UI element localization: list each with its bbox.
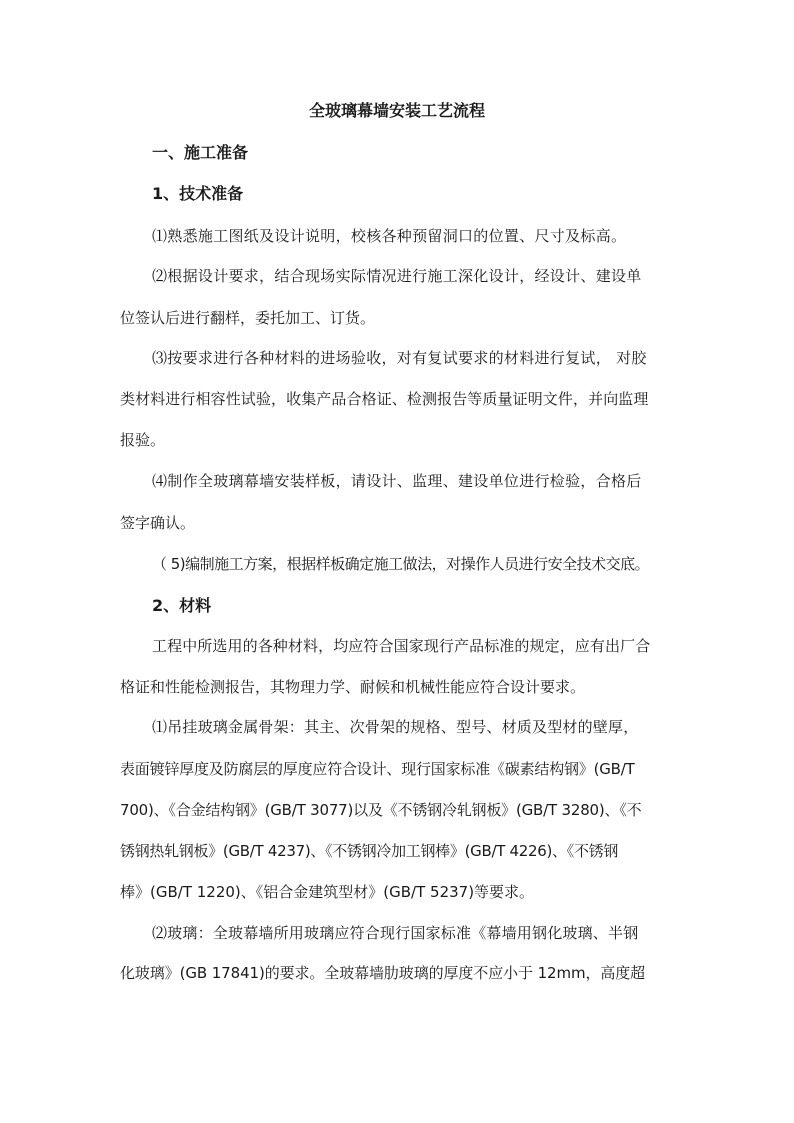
paragraph-line: ⑴熟悉施工图纸及设计说明，校核各种预留洞口的位置、尺寸及标高。 (152, 227, 627, 245)
paragraph-line: 工程中所选用的各种材料，均应符合国家现行产品标准的规定，应有出厂合 (152, 637, 651, 655)
subheading-technical-preparation: 1、技术准备 (152, 184, 244, 203)
paragraph-line: ⑴吊挂玻璃金属骨架：其主、次骨架的规格、型号、材质及型材的壁厚， (152, 718, 639, 736)
subheading-materials: 2、材料 (152, 596, 212, 615)
paragraph-line: 锈钢热轧钢板》(GB/T 4237)、《不锈钢冷加工钢棒》(GB/T 4226)、《不锈钢 (120, 842, 619, 860)
paragraph-line: （ 5)编制施工方案，根据样板确定施工做法，对操作人员进行安全技术交底。 (152, 555, 650, 573)
paragraph-line: 报验。 (120, 431, 166, 449)
paragraph-line: 格证和性能检测报告，其物理力学、耐候和机械性能应符合设计要求。 (120, 678, 586, 696)
section-heading-preparation: 一、施工准备 (152, 143, 249, 162)
paragraph-line: ⑵玻璃：全玻幕墙所用玻璃应符合现行国家标准《幕墙用钢化玻璃、半钢 (152, 924, 639, 942)
paragraph-line: ⑷制作全玻璃幕墙安装样板，请设计、监理、建设单位进行检验，合格后 (152, 472, 642, 490)
paragraph-line: 化玻璃》(GB 17841)的要求。全玻幕墙肋玻璃的厚度不应小于 12mm，高度超 (120, 964, 646, 982)
paragraph-line: 签字确认。 (120, 514, 196, 532)
paragraph-line: 位签认后进行翻样，委托加工、订货。 (120, 309, 376, 327)
document-title: 全玻璃幕墙安装工艺流程 (308, 101, 485, 120)
paragraph-line: 类材料进行相容性试验，收集产品合格证、检测报告等质量证明文件，并向监理 (120, 390, 649, 408)
paragraph-line: ⑶按要求进行各种材料的进场验收，对有复试要求的材料进行复试， 对胶 (152, 349, 647, 367)
paragraph-line: 700)、《合金结构钢》(GB/T 3077)以及《不锈钢冷轧钢板》(GB/T 3280)、《不 (120, 801, 642, 819)
paragraph-line: 棒》(GB/T 1220)、《铝合金建筑型材》(GB/T 5237)等要求。 (120, 883, 535, 901)
paragraph-line: 表面镀锌厚度及防腐层的厚度应符合设计、现行国家标准《碳素结构钢》(GB/T (120, 760, 635, 778)
paragraph-line: ⑵根据设计要求，结合现场实际情况进行施工深化设计，经设计、建设单 (152, 267, 642, 285)
